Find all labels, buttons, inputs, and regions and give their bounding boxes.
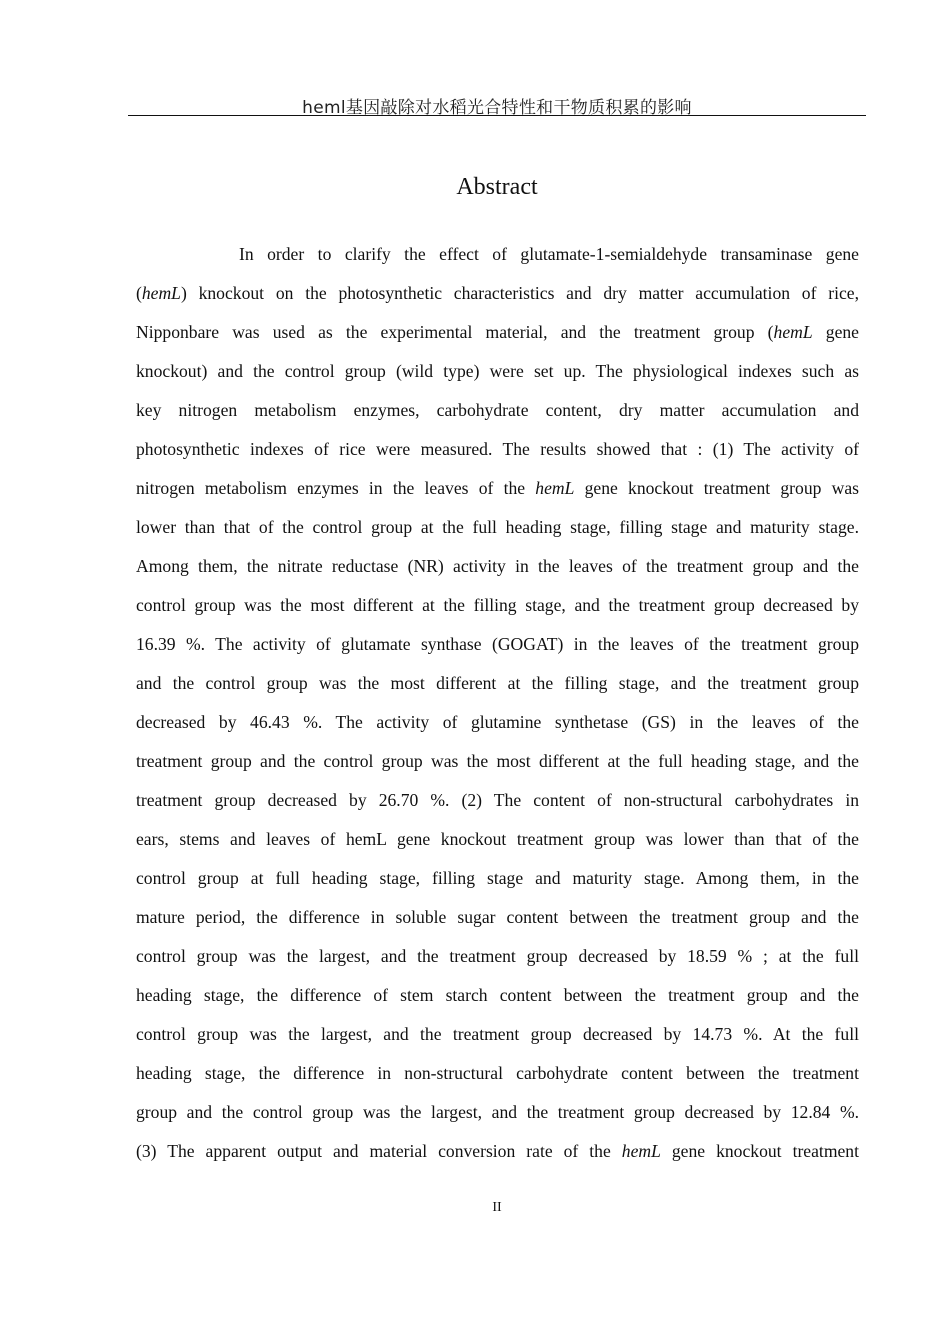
abstract-line xyxy=(136,1093,859,1132)
abstract-line xyxy=(136,625,859,664)
text-run: gene xyxy=(812,322,859,342)
italic-gene-name: hemL xyxy=(773,322,813,342)
abstract-line xyxy=(136,1054,859,1093)
text-run: nitrogen metabolism enzymes in the leaves of the xyxy=(136,478,536,498)
text-run: treatment group decreased by 26.70 %. (2) The content of non-structural carbohydrates in xyxy=(136,790,859,810)
text-run: decreased by 46.43 %. The activity of glutamine synthetase (GS) in the leaves of the xyxy=(136,712,859,732)
text-run: 16.39 %. The activity of glutamate synthase (GOGAT) in the leaves of the treatment group xyxy=(136,634,859,654)
text-run: control group was the largest, and the treatment group decreased by 14.73 %. At the full xyxy=(136,1024,859,1044)
abstract-line xyxy=(136,898,859,937)
abstract-line xyxy=(136,1015,859,1054)
italic-gene-name: hemL xyxy=(535,478,575,498)
text-run: Nipponbare was used as the experimental material, and the treatment group ( xyxy=(136,322,774,342)
abstract-line xyxy=(136,976,859,1015)
abstract-line xyxy=(136,586,859,625)
abstract-line xyxy=(136,508,859,547)
abstract-line xyxy=(136,1132,859,1171)
abstract-line xyxy=(136,781,859,820)
text-run: (3) The apparent output and material conversion rate of the xyxy=(136,1141,622,1161)
text-run: control group was the most different at the filling stage, and the treatment group decreased by xyxy=(136,595,859,615)
text-run: mature period, the difference in soluble sugar content between the treatment group and the xyxy=(136,907,859,927)
abstract-line xyxy=(136,274,859,313)
abstract-line xyxy=(136,820,859,859)
abstract-line xyxy=(136,430,859,469)
text-run: heading stage, the difference of stem starch content between the treatment group and the xyxy=(136,985,859,1005)
text-run: In order to clarify the effect of glutamate-1-semialdehyde transaminase gene xyxy=(239,244,859,264)
page-number: II xyxy=(492,1200,502,1215)
text-run: control group was the largest, and the treatment group decreased by 18.59 % ; at the full xyxy=(136,946,859,966)
text-run: heading stage, the difference in non-structural carbohydrate content between the treatment xyxy=(136,1063,859,1083)
text-run: group and the control group was the largest, and the treatment group decreased by 12.84 %. xyxy=(136,1102,859,1122)
header-rule xyxy=(128,115,866,116)
abstract-line xyxy=(136,742,859,781)
text-run: gene knockout treatment group was xyxy=(574,478,859,498)
abstract-body xyxy=(136,235,859,1171)
text-run: key nitrogen metabolism enzymes, carbohydrate content, dry matter accumulation and xyxy=(136,400,859,420)
running-header: heml基因敲除对水稻光合特性和干物质积累的影响 xyxy=(302,98,692,118)
text-run: Among them, the nitrate reductase (NR) activity in the leaves of the treatment group and the xyxy=(136,556,859,576)
abstract-line xyxy=(136,703,859,742)
abstract-line xyxy=(136,391,859,430)
abstract-line xyxy=(136,469,859,508)
abstract-line xyxy=(136,547,859,586)
text-run: gene knockout treatment xyxy=(660,1141,859,1161)
abstract-line xyxy=(136,235,859,274)
text-run: treatment group and the control group was the most different at the full heading stage, and the xyxy=(136,751,859,771)
page-title: Abstract xyxy=(456,174,538,200)
text-run: control group at full heading stage, filling stage and maturity stage. Among them, in the xyxy=(136,868,859,888)
text-run: ) knockout on the photosynthetic characteristics and dry matter accumulation of rice, xyxy=(180,283,859,303)
abstract-line xyxy=(136,937,859,976)
text-run: photosynthetic indexes of rice were measured. The results showed that : (1) The activity of xyxy=(136,439,859,459)
italic-gene-name: hemL xyxy=(621,1141,661,1161)
text-run: lower than that of the control group at the full heading stage, filling stage and maturity stage. xyxy=(136,517,859,537)
abstract-line xyxy=(136,313,859,352)
text-run: ears, stems and leaves of hemL gene knockout treatment group was lower than that of the xyxy=(136,829,859,849)
italic-gene-name: hemL xyxy=(141,283,181,303)
abstract-line xyxy=(136,859,859,898)
text-run: knockout) and the control group (wild type) were set up. The physiological indexes such as xyxy=(136,361,859,381)
text-run: and the control group was the most different at the filling stage, and the treatment group xyxy=(136,673,859,693)
text-run: ( xyxy=(136,283,142,303)
abstract-line xyxy=(136,664,859,703)
abstract-line xyxy=(136,352,859,391)
